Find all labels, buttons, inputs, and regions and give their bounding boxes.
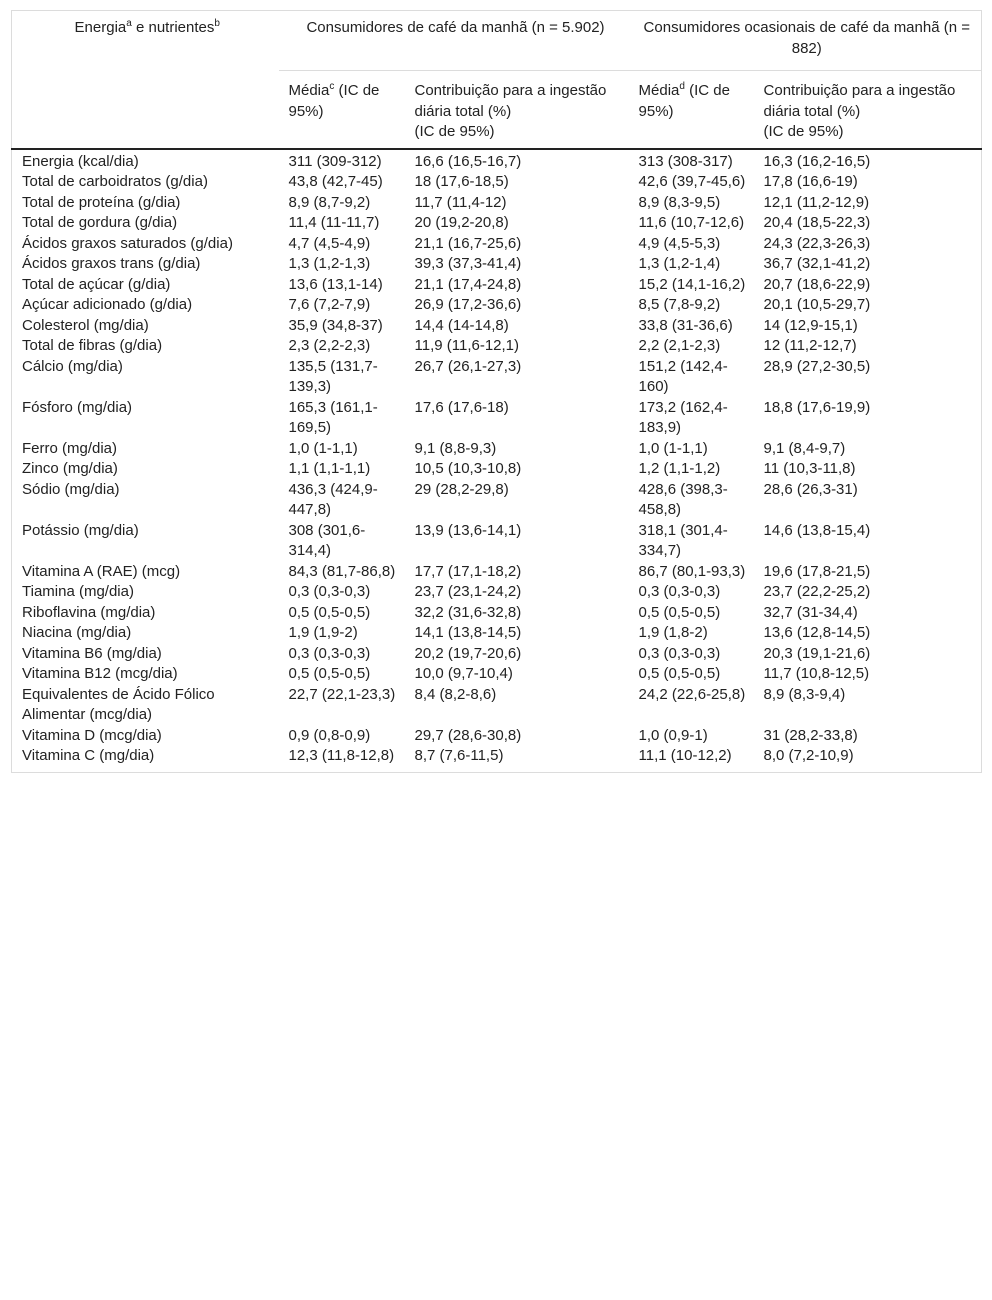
mean-suffix: (IC de 95%) [288,82,380,120]
cell-mean-group1: 35,9 (34,8-37) [288,316,383,334]
cell-nutrient: Vitamina B12 (mcg/dia) [22,665,178,682]
cell-mean-group1: 0,3 (0,3-0,3) [288,644,371,662]
table-row [12,213,982,234]
cell-contrib-group2: 19,6 (17,8-21,5) [763,562,871,580]
cell-mean-group1: 1,0 (1-1,1) [288,439,358,457]
cell-contrib-group1: 23,7 (23,1-24,2) [414,583,522,600]
cell-nutrient: Riboflavina (mg/dia) [22,603,156,621]
cell-contrib-group2: 17,8 (16,6-19) [763,173,858,190]
cell-contrib-group2: 9,1 (8,4-9,7) [763,439,846,457]
cell-mean-group2: 428,6 (398,3-458,8) [638,480,728,518]
cell-mean-group1: 311 (309-312) [288,152,382,170]
table-row [12,254,982,275]
cell-contrib-group2: 20,1 (10,5-29,7) [763,296,871,313]
cell-mean-group1: 0,5 (0,5-0,5) [288,603,371,621]
cell-mean-group1: 11,4 (11-11,7) [288,214,380,231]
footnote-marker-d: d [679,81,685,92]
cell-nutrient: Tiamina (mg/dia) [22,583,134,600]
mean-label: Média [288,82,330,99]
table-row [12,726,982,747]
cell-contrib-group1: 39,3 (37,3-41,4) [414,255,522,272]
table-row [12,316,982,337]
cell-mean-group2: 1,2 (1,1-1,2) [638,460,721,477]
cell-contrib-group2: 20,3 (19,1-21,6) [763,644,871,662]
table-row [12,623,982,644]
cell-mean-group1: 1,9 (1,9-2) [288,624,358,641]
cell-contrib-group2: 8,9 (8,3-9,4) [763,685,846,703]
header-mean-group2 [629,71,754,149]
cell-mean-group2: 33,8 (31-36,6) [638,316,733,334]
cell-contrib-group2: 18,8 (17,6-19,9) [763,398,871,416]
cell-mean-group1: 135,5 (131,7-139,3) [288,357,378,395]
table-row [12,398,982,439]
header-contrib-group1 [405,71,629,149]
table-row [12,603,982,624]
cell-contrib-group2: 28,6 (26,3-31) [763,480,858,498]
cell-contrib-group2: 32,7 (31-34,4) [763,603,858,621]
cell-contrib-group1: 18 (17,6-18,5) [414,173,509,190]
cell-contrib-group1: 11,7 (11,4-12) [414,193,507,211]
cell-mean-group2: 0,3 (0,3-0,3) [638,644,721,662]
cell-contrib-group2: 16,3 (16,2-16,5) [763,152,871,170]
cell-contrib-group2: 20,7 (18,6-22,9) [763,275,871,293]
table-row [12,685,982,726]
cell-nutrient: Ferro (mg/dia) [22,439,118,457]
cell-mean-group1: 13,6 (13,1-14) [288,275,383,293]
table-row [12,295,982,316]
cell-contrib-group1: 29,7 (28,6-30,8) [414,726,522,744]
cell-contrib-group1: 16,6 (16,5-16,7) [414,152,522,170]
cell-mean-group1: 436,3 (424,9-447,8) [288,480,378,518]
cell-mean-group1: 1,1 (1,1-1,1) [288,460,371,477]
cell-contrib-group2: 8,0 (7,2-10,9) [763,747,854,764]
cell-mean-group2: 1,3 (1,2-1,4) [638,255,721,272]
cell-mean-group1: 165,3 (161,1-169,5) [288,398,378,436]
cell-contrib-group1: 13,9 (13,6-14,1) [414,521,522,539]
cell-contrib-group1: 26,9 (17,2-36,6) [414,296,522,313]
cell-contrib-group1: 20 (19,2-20,8) [414,214,509,231]
cell-nutrient: Vitamina C (mg/dia) [22,747,155,764]
cell-mean-group2: 0,5 (0,5-0,5) [638,665,721,682]
table-header [12,11,982,149]
cell-mean-group2: 8,9 (8,3-9,5) [638,193,721,211]
table-row [12,439,982,460]
table-row [12,644,982,665]
cell-mean-group2: 0,3 (0,3-0,3) [638,583,721,600]
cell-contrib-group1: 10,0 (9,7-10,4) [414,665,513,682]
header-group-occasional-consumers: Consumidores ocasionais de café da manhã (n = 882) [643,19,970,57]
cell-mean-group2: 8,5 (7,8-9,2) [638,296,721,313]
cell-contrib-group2: 14,6 (13,8-15,4) [763,521,871,539]
cell-contrib-group2: 11 (10,3-11,8) [763,460,856,477]
mean-suffix: (IC de 95%) [638,82,730,120]
cell-mean-group2: 173,2 (162,4-183,9) [638,398,728,436]
cell-nutrient: Vitamina B6 (mg/dia) [22,644,162,662]
cell-nutrient: Potássio (mg/dia) [22,521,139,539]
cell-mean-group2: 2,2 (2,1-2,3) [638,337,721,354]
header-contrib-group2 [754,71,982,149]
cell-contrib-group2: 31 (28,2-33,8) [763,726,858,744]
cell-nutrient: Total de gordura (g/dia) [22,214,178,231]
table-row [12,664,982,685]
cell-nutrient: Açúcar adicionado (g/dia) [22,296,193,313]
cell-mean-group2: 1,9 (1,8-2) [638,624,708,641]
footnote-marker-b: b [214,18,220,29]
header-mean-group1 [279,71,405,149]
contrib-label: Contribuição para a ingestão diária total (%) [414,82,607,120]
cell-mean-group2: 1,0 (1-1,1) [638,439,708,457]
cell-nutrient: Energia (kcal/dia) [22,152,139,170]
cell-contrib-group2: 36,7 (32,1-41,2) [763,255,871,272]
cell-contrib-group1: 8,7 (7,6-11,5) [414,747,504,764]
cell-nutrient: Ácidos graxos saturados (g/dia) [22,234,233,252]
cell-nutrient: Vitamina D (mcg/dia) [22,726,162,744]
cell-mean-group2: 4,9 (4,5-5,3) [638,234,721,252]
cell-mean-group1: 8,9 (8,7-9,2) [288,193,371,211]
cell-contrib-group1: 17,6 (17,6-18) [414,398,509,416]
contrib-ci-label: (IC de 95%) [763,123,844,140]
cell-contrib-group2: 14 (12,9-15,1) [763,316,858,334]
cell-contrib-group2: 23,7 (22,2-25,2) [763,583,871,600]
cell-mean-group1: 7,6 (7,2-7,9) [288,296,371,313]
cell-contrib-group1: 26,7 (26,1-27,3) [414,357,522,375]
cell-nutrient: Equivalentes de Ácido Fólico Alimentar (mcg/dia) [22,685,215,723]
cell-mean-group1: 1,3 (1,2-1,3) [288,255,371,272]
table-row [12,480,982,521]
cell-contrib-group1: 20,2 (19,7-20,6) [414,644,522,662]
table-row [12,336,982,357]
table-row [12,746,982,772]
cell-contrib-group2: 11,7 (10,8-12,5) [763,665,870,682]
cell-contrib-group2: 28,9 (27,2-30,5) [763,357,871,375]
header-energy-nutrients [12,11,279,149]
cell-contrib-group2: 24,3 (22,3-26,3) [763,234,871,252]
cell-nutrient: Zinco (mg/dia) [22,460,118,477]
footnote-marker-a: a [126,18,132,29]
cell-mean-group2: 24,2 (22,6-25,8) [638,685,746,703]
cell-contrib-group2: 12 (11,2-12,7) [763,337,857,354]
nutrient-table [11,10,982,773]
cell-contrib-group2: 20,4 (18,5-22,3) [763,214,871,231]
cell-mean-group2: 11,6 (10,7-12,6) [638,214,745,231]
cell-nutrient: Colesterol (mg/dia) [22,316,149,334]
cell-contrib-group1: 9,1 (8,8-9,3) [414,439,497,457]
cell-mean-group1: 0,3 (0,3-0,3) [288,583,371,600]
cell-nutrient: Sódio (mg/dia) [22,480,120,498]
cell-contrib-group1: 8,4 (8,2-8,6) [414,685,497,703]
cell-nutrient: Ácidos graxos trans (g/dia) [22,255,201,272]
cell-mean-group2: 318,1 (301,4-334,7) [638,521,728,559]
cell-nutrient: Cálcio (mg/dia) [22,357,123,375]
table-row [12,149,982,173]
cell-nutrient: Vitamina A (RAE) (mcg) [22,562,181,580]
cell-contrib-group1: 17,7 (17,1-18,2) [414,562,522,580]
table-row [12,521,982,562]
cell-mean-group1: 2,3 (2,2-2,3) [288,337,371,354]
cell-mean-group2: 86,7 (80,1-93,3) [638,562,746,580]
cell-mean-group2: 1,0 (0,9-1) [638,726,708,744]
table-row [12,562,982,583]
cell-contrib-group1: 32,2 (31,6-32,8) [414,603,522,621]
cell-contrib-group1: 14,4 (14-14,8) [414,316,509,334]
header-energy-text: Energia [74,19,127,36]
cell-contrib-group1: 10,5 (10,3-10,8) [414,460,522,477]
cell-mean-group1: 4,7 (4,5-4,9) [288,234,371,252]
cell-contrib-group1: 29 (28,2-29,8) [414,480,509,498]
table-row [12,582,982,603]
cell-mean-group1: 12,3 (11,8-12,8) [288,747,395,764]
table-row [12,357,982,398]
cell-contrib-group1: 21,1 (16,7-25,6) [414,234,522,252]
cell-mean-group2: 0,5 (0,5-0,5) [638,603,721,621]
cell-contrib-group1: 11,9 (11,6-12,1) [414,337,520,354]
cell-nutrient: Fósforo (mg/dia) [22,398,133,416]
table-row [12,193,982,214]
header-row-groups [12,11,982,71]
cell-mean-group2: 11,1 (10-12,2) [638,747,732,764]
table-row [12,459,982,480]
cell-mean-group2: 313 (308-317) [638,152,733,170]
cell-mean-group1: 308 (301,6-314,4) [288,521,366,559]
cell-mean-group1: 22,7 (22,1-23,3) [288,685,396,703]
table-row [12,172,982,193]
cell-nutrient: Niacina (mg/dia) [22,624,132,641]
contrib-ci-label: (IC de 95%) [414,123,495,140]
cell-mean-group1: 84,3 (81,7-86,8) [288,562,396,580]
cell-contrib-group1: 14,1 (13,8-14,5) [414,624,522,641]
cell-mean-group2: 15,2 (14,1-16,2) [638,275,746,293]
mean-label: Média [638,82,680,99]
cell-mean-group2: 42,6 (39,7-45,6) [638,173,746,190]
cell-mean-group1: 43,8 (42,7-45) [288,173,383,190]
header-nutrients-text: e nutrientes [131,19,215,36]
table-row [12,234,982,255]
header-group-regular-consumers: Consumidores de café da manhã (n = 5.902) [306,19,605,36]
contrib-label: Contribuição para a ingestão diária total (%) [763,82,956,120]
cell-contrib-group2: 13,6 (12,8-14,5) [763,624,871,641]
cell-nutrient: Total de açúcar (g/dia) [22,275,171,293]
cell-contrib-group1: 21,1 (17,4-24,8) [414,275,522,293]
cell-nutrient: Total de carboidratos (g/dia) [22,173,208,190]
cell-nutrient: Total de fibras (g/dia) [22,337,163,354]
table-row [12,275,982,296]
cell-mean-group1: 0,5 (0,5-0,5) [288,665,371,682]
cell-mean-group1: 0,9 (0,8-0,9) [288,726,371,744]
cell-contrib-group2: 12,1 (11,2-12,9) [763,193,870,211]
footnote-marker-c: c [329,81,335,92]
cell-nutrient: Total de proteína (g/dia) [22,193,181,211]
cell-mean-group2: 151,2 (142,4-160) [638,357,728,395]
table-body [12,149,982,773]
